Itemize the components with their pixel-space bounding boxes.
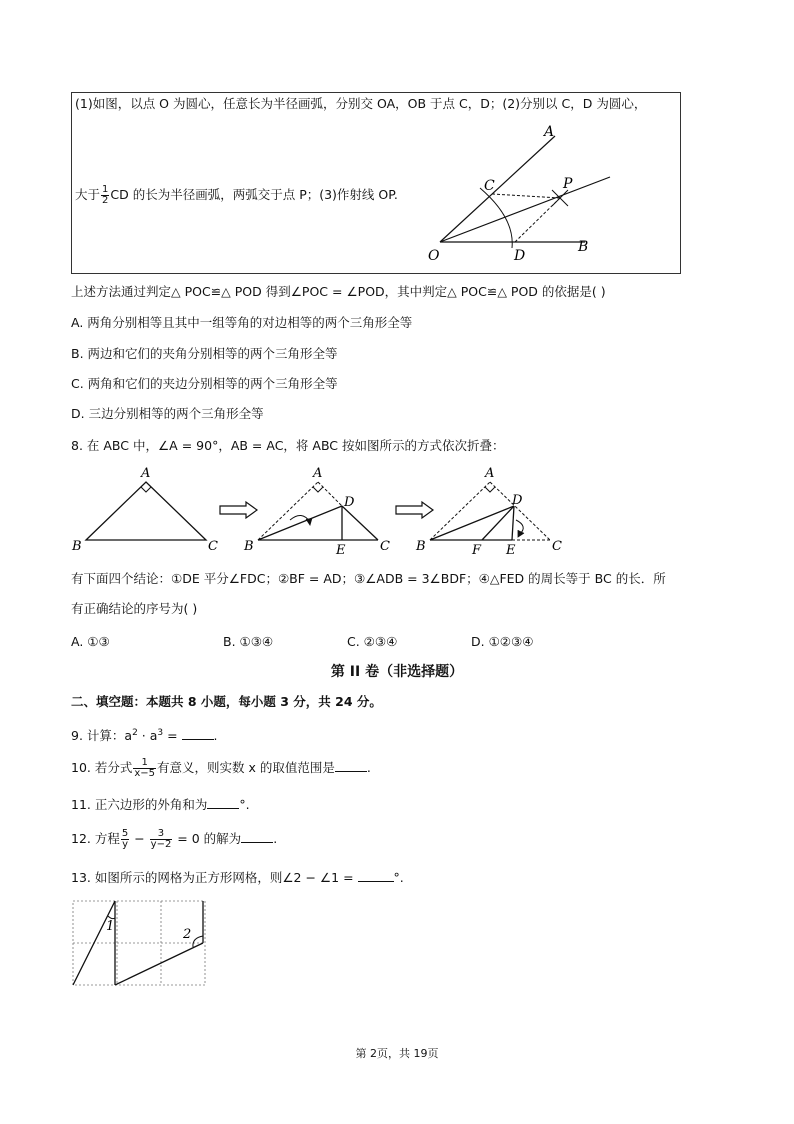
q10-frac-den: x−5: [134, 768, 156, 779]
fig2-label-b: B: [244, 539, 254, 554]
label-d: D: [514, 248, 526, 264]
q9-text-c: =: [163, 728, 182, 744]
q7-half-fraction: [101, 185, 109, 206]
q9: [71, 725, 218, 744]
fig2-label-e: E: [336, 543, 346, 558]
q12-text-a: 12. 方程: [71, 831, 120, 846]
fig1-label-b: B: [72, 539, 82, 554]
q7-option-c: C. 两角和它们的夹边分别相等的两个三角形全等: [71, 376, 338, 391]
q7-box-line2: [75, 184, 398, 206]
q11: [71, 796, 250, 813]
q8-option-b: B. ①③④: [223, 634, 274, 649]
q8-conclusions-line1: 有下面四个结论：①DE 平分∠FDC；②BF = AD；③∠ADB = 3∠BDF；④△FED 的周长等于 BC 的长．所: [71, 571, 666, 586]
q7-angle-bisector-figure: [420, 118, 620, 268]
q12-f1-num: 5: [121, 828, 129, 839]
q7-box-line2-b: CD 的长为半径画弧，两弧交于点 P；(3)作射线 OP.: [110, 187, 398, 202]
q10-text-b: 有意义，则实数 x 的取值范围是: [157, 760, 335, 775]
fig3-label-a: A: [485, 466, 495, 481]
page-footer: 第 2页，共 19页: [355, 1047, 439, 1060]
q9-answer-blank[interactable]: [182, 727, 214, 740]
fig3-label-b: B: [416, 539, 426, 554]
q10-answer-blank[interactable]: [335, 759, 367, 772]
fig3-label-f: F: [472, 543, 482, 558]
q10-text-a: 10. 若分式: [71, 760, 133, 775]
q8-stem: 8. 在 ABC 中，∠A = 90°，AB = AC，将 ABC 按如图所示的方式依次折叠：: [71, 438, 505, 453]
section-title: 第 II 卷（非选择题）: [330, 664, 464, 680]
fig1-label-a: A: [141, 466, 151, 481]
q8-conclusions-line2: 有正确结论的序号为( ): [71, 601, 198, 616]
q10: [71, 756, 371, 780]
q12-text-b: = 0 的解为: [173, 831, 242, 846]
q10-text-c: .: [366, 760, 371, 775]
q7-question: 上述方法通过判定△ POC≌△ POD 得到∠POC = ∠POD，其中判定△ POC≌△ POD 的依据是( ): [71, 284, 606, 299]
q9-exp1: 2: [132, 728, 138, 738]
q9-text-d: .: [213, 728, 218, 744]
label-p: P: [563, 176, 573, 192]
q7-option-b: B. 两边和它们的夹角分别相等的两个三角形全等: [71, 346, 338, 361]
q11-text-b: °.: [239, 797, 250, 812]
q9-text-a: 9. 计算：a: [71, 728, 133, 744]
q12-answer-blank[interactable]: [241, 830, 273, 843]
label-b: B: [578, 239, 589, 255]
q13-text-b: °.: [393, 870, 404, 885]
ray-oa: [440, 136, 555, 242]
q8-fig2-fold-once: [240, 462, 400, 558]
q8-option-d: D. ①②③④: [471, 634, 534, 649]
label-o: O: [428, 248, 440, 264]
q12-f2-den: y−2: [150, 839, 172, 850]
q7-box-line1: (1)如图，以点 O 为圆心，任意长为半径画弧，分别交 OA，OB 于点 C，D；(2)分别以 C，D 为圆心，: [75, 96, 647, 111]
q9-exp2: 3: [157, 728, 164, 738]
q8-fig3-fold-twice: [412, 462, 572, 558]
q13: [71, 869, 404, 886]
q8-fig1-triangle: [68, 462, 228, 554]
q11-answer-blank[interactable]: [207, 796, 239, 809]
q7-frac-num: 1: [102, 184, 109, 195]
fig3-label-e: E: [506, 543, 516, 558]
label-c: C: [484, 178, 495, 194]
fig2-label-c: C: [380, 539, 390, 554]
dash-cp: [492, 194, 560, 198]
q7-box-line2-a: 大于: [75, 187, 101, 202]
q10-frac-num: 1: [133, 758, 156, 769]
q12-fraction-2: [150, 829, 173, 850]
q12-f1-den: y: [122, 839, 128, 850]
q11-text-a: 11. 正六边形的外角和为: [71, 797, 208, 812]
q10-fraction: [133, 758, 156, 779]
q13-grid-figure: [70, 898, 210, 990]
q12-text-c: .: [273, 831, 278, 846]
q12: [71, 826, 277, 852]
q13-angle-1-label: 1: [106, 919, 115, 934]
section-heading: 二、填空题：本题共 8 小题，每小题 3 分，共 24 分。: [71, 694, 382, 709]
fig1-label-c: C: [208, 539, 218, 554]
label-a: A: [544, 124, 555, 140]
q8-option-c: C. ②③④: [347, 634, 398, 649]
arc-cd: [480, 188, 512, 248]
fig3-label-d: D: [512, 493, 523, 508]
q12-minus: −: [130, 831, 149, 846]
q12-f2-num: 3: [150, 829, 173, 840]
q7-frac-den: 2: [102, 195, 109, 206]
q8-option-a: A. ①③: [71, 634, 110, 649]
q13-answer-blank[interactable]: [358, 869, 394, 882]
q7-option-a: A. 两角分别相等且其中一组等角的对边相等的两个三角形全等: [71, 315, 413, 330]
fig3-label-c: C: [552, 539, 562, 554]
fig2-label-a: A: [313, 466, 323, 481]
q12-fraction-1: [121, 829, 129, 850]
q7-option-d: D. 三边分别相等的两个三角形全等: [71, 406, 264, 421]
fig2-label-d: D: [344, 495, 355, 510]
ray-op: [440, 177, 610, 242]
q13-angle-2-label: 2: [183, 927, 192, 942]
q9-text-b: · a: [137, 728, 158, 744]
q13-text-a: 13. 如图所示的网格为正方形网格，则∠2 − ∠1 =: [71, 870, 358, 885]
